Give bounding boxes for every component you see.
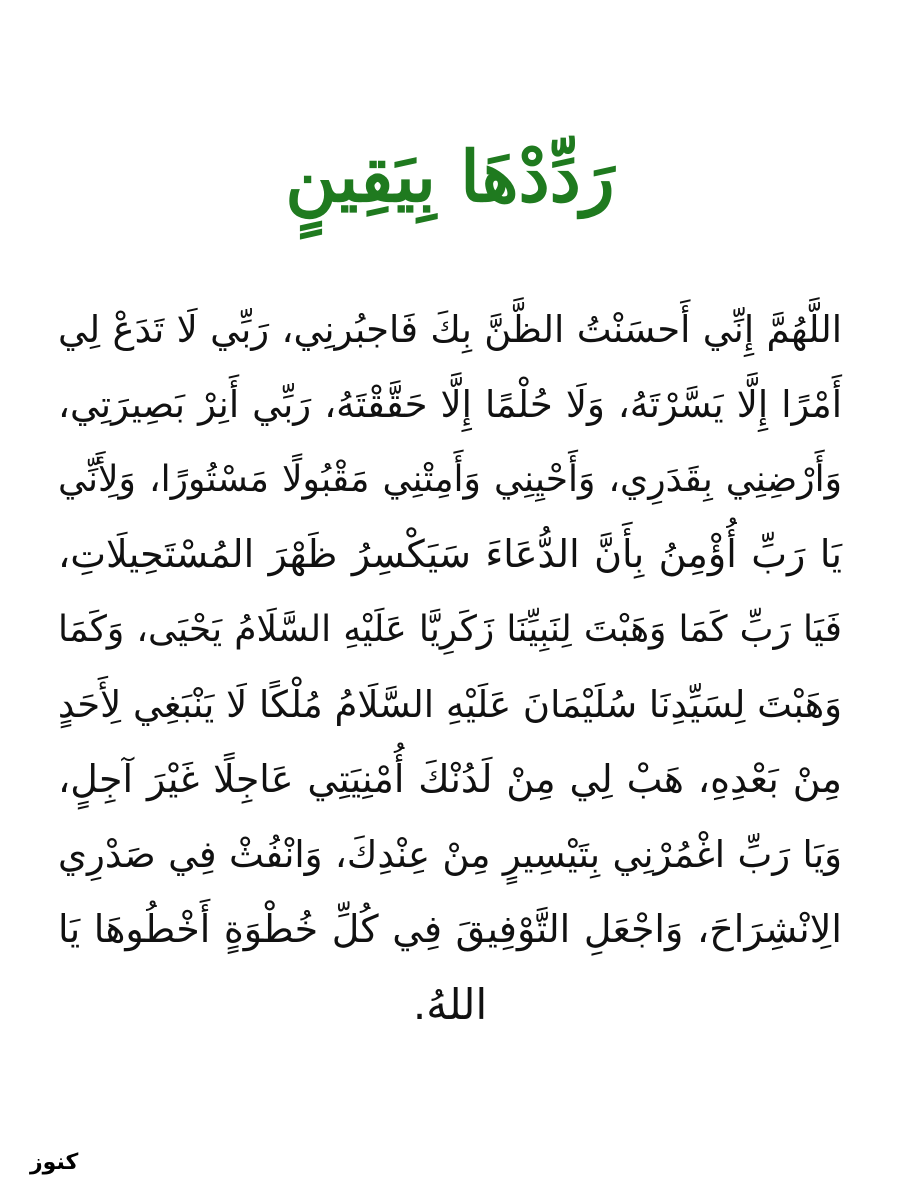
page-title: رَدِّدْهَا بِيَقِينٍ bbox=[285, 135, 615, 218]
prayer-line: أَمْرًا إِلَّا يَسَّرْتَهُ، وَلَا حُلْمًا إِلَّا حَقَّقْتَهُ، رَبِّي أَنِرْ بَصِيرَتِي، bbox=[58, 383, 842, 426]
prayer-line: مِنْ بَعْدِهِ، هَبْ لِي مِنْ لَدُنْكَ أُمْنِيَتِي عَاجِلًا غَيْرَ آجِلٍ، bbox=[58, 757, 842, 801]
prayer-line: يَا رَبِّ أُؤْمِنُ بِأَنَّ الدُّعَاءَ سَيَكْسِرُ ظَهْرَ المُسْتَحِيلَاتِ، bbox=[58, 532, 842, 576]
watermark-logo: كنوز bbox=[30, 1150, 79, 1175]
prayer-line: اللَّهُمَّ إِنِّي أَحسَنْتُ الظَّنَّ بِكَ فَاجبُرنِي، رَبِّي لَا تَدَعْ لِي bbox=[58, 308, 842, 351]
prayer-line-final: اللهُ. bbox=[412, 980, 488, 1029]
prayer-line: وَهَبْتَ لِسَيِّدِنَا سُلَيْمَانَ عَلَيْهِ السَّلَامُ مُلْكًا لَا يَنْبَغِي لِأَحَدٍ bbox=[57, 683, 842, 726]
prayer-text bbox=[58, 292, 842, 1042]
prayer-line: وَيَا رَبِّ اغْمُرْنِي بِتَيْسِيرٍ مِنْ عِنْدِكَ، وَانْفُثْ فِي صَدْرِي bbox=[58, 833, 842, 876]
prayer-line: الِانْشِرَاحَ، وَاجْعَلِ التَّوْفِيقَ فِي كُلِّ خُطْوَةٍ أَخْطُوهَا يَا bbox=[58, 907, 842, 951]
prayer-line: وَأَرْضِنِي بِقَدَرِي، وَأَحْيِنِي وَأَمِتْنِي مَقْبُولًا مَسْتُورًا، وَلِأَنِّي bbox=[58, 459, 842, 500]
prayer-line: فَيَا رَبِّ كَمَا وَهَبْتَ لِنَبِيِّنَا زَكَرِيَّا عَلَيْهِ السَّلَامُ يَحْيَى، وَكَمَا bbox=[58, 609, 842, 650]
